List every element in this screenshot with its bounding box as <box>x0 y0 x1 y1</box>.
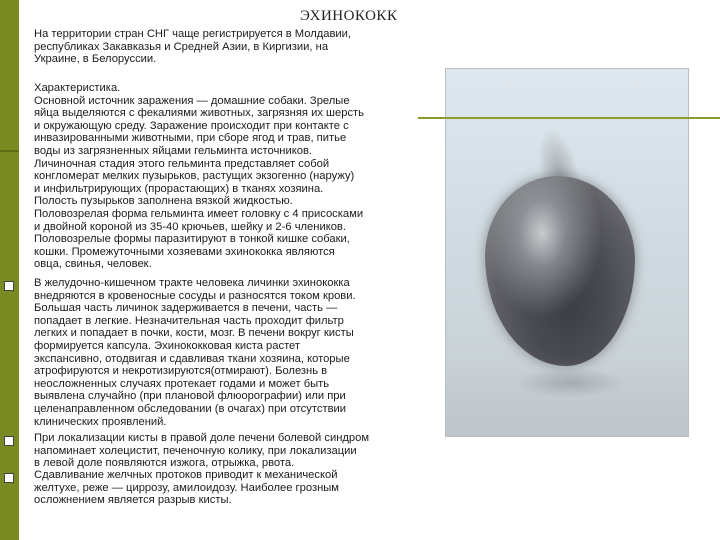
bullet-marker <box>4 281 14 291</box>
bullet-paragraph-3: Сдавливание желчных протоков приводит к механической желтухе, реже — циррозу, амилоидозу. Наиболее грозным осложнением является разрыв кисты. <box>34 469 339 507</box>
echinococcus-cyst-photo <box>445 68 689 437</box>
accent-line <box>418 117 720 119</box>
bullet-paragraph-2: При локализации кисты в правой доле печени болевой синдром напоминает холецистит, печеночную колику, при локализации в левой доле появляются изжога, отрыжка, рвота. <box>34 432 370 470</box>
left-accent-bar <box>0 0 19 540</box>
accent-notch <box>0 150 19 152</box>
bullet-marker <box>4 473 14 483</box>
intro-paragraph: На территории стран СНГ чаще регистрируется в Молдавии, республиках Закавказья и Средней Азии, в Киргизии, на Украине, в Белоруссии. <box>34 28 352 66</box>
bullet-paragraph-1: В желудочно-кишечном тракте человека личинки эхинококка внедряются в кровеносные сосуды и разносятся током крови. Большая часть личинок задерживается в печени, часть — попадает в легкие. Незначительная часть проходит фильтр легких и попадает в почки, кости, мозг. В печени вокруг кисты формируется капсула. Эхинококковая киста растет экспансивно, отодвигая и сдавливая ткани хозяина, которые атрофируются и некротизируются(отмирают). Болезнь в неосложненных случаях протекает годами и может быть выявлена случайно (при плановой флюорографии) или при целенаправленном обследовании (в очагах) при отсутствии клинических проявлений. <box>34 277 356 428</box>
bullet-marker <box>4 436 14 446</box>
page-title: ЭХИНОКОКК <box>300 8 398 24</box>
photo-border <box>445 68 689 437</box>
characteristic-paragraph: Характеристика. Основной источник заражения — домашние собаки. Зрелые яйца выделяются с фекалиями животных, загрязняя их шерсть и окружающую среду. Заражение происходит при контакте с инвазированными животными, при сборе ягод и трав, питье воды из загрязненных яйцами гельминта источников. Личиночная стадия этого гельминта представляет собой конгломерат мелких пузырьков, растущих экзогенно (наружу) и инфильтрирующих (прорастающих) в тканях хозяина. Полость пузырьков заполнена вязкой жидкостью. Половозрелая форма гельминта имеет головку с 4 присосками и двойной короной из 35-40 крючьев, шейку и 2-6 члеников. Половозрелые формы паразитируют в тонкой кишке собаки, кошки. Промежуточными хозяевами эхинококка являются овца, свинья, человек. <box>34 82 364 271</box>
